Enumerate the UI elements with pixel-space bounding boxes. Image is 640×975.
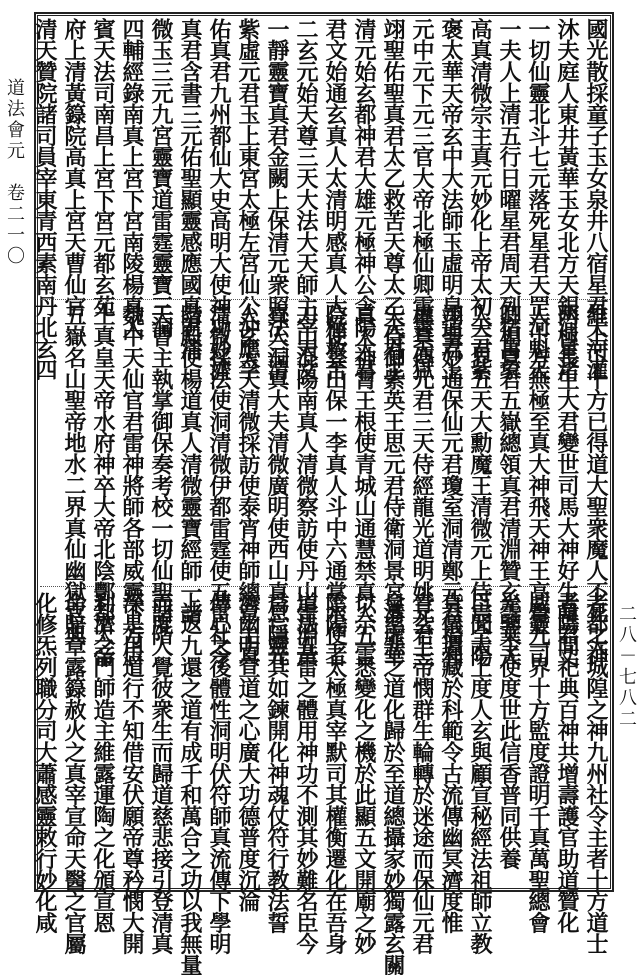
text-column: 魏中天仙官君雷神將師各部威靈下方后 [119, 304, 145, 667]
text-column: 紫虛元君玉上東宮太極左宮仙公沖應孚 [235, 18, 261, 381]
text-column: 人十方無極至真大神飛天神王高覽九司 [525, 304, 551, 667]
text-column: 以示一悉變化之機於此顯五文開廟之妙 [351, 592, 377, 955]
text-column: 清元始玄都神君大雄元極神公含陽大君 [351, 18, 377, 381]
page-number: 二八－七八二 [616, 604, 637, 730]
text-column: 清天贊院諸司員宰東青西素南丹北玄四 [32, 18, 58, 381]
panel-divider [40, 586, 610, 587]
text-column: 佑真君九州都仙大史高明大使神功妙濟 [206, 18, 232, 381]
text-column: 人玄大天清微採訪使泰宵神師總章上真 [235, 304, 261, 667]
text-column: 深是用道行不知借安伏願帝尊矜憫大開 [119, 592, 145, 955]
text-column: 真人神霄王根使青城山通慧禁真人五雷 [351, 304, 377, 667]
text-panel-bottom [32, 592, 610, 975]
panel-divider [40, 299, 610, 300]
text-column: 翊聖妙通保仙元君瓊室洞清鄭元君福利 [438, 304, 464, 667]
text-column: 四輔經錄南真上宮下宮南陵楊真人 [119, 18, 145, 338]
text-column: 一切仙靈北斗七元落死星君天罡河魁天 [525, 18, 551, 381]
text-column: 維上下十方已得道大聖衆魔人不死之神 [583, 304, 609, 667]
text-column: 者陽間祀典百神共增壽護官助道贊化 [554, 592, 580, 933]
text-column: 傳心之後體性洞明伏符師真流傳下學明 [206, 592, 232, 955]
text-column: 國光散採童子玉女泉井八宿星君天河灌 [583, 18, 609, 381]
text-column: 上返九還之道有成千和萬合之功以我無量 [177, 592, 203, 975]
text-column: 刀山混陽南真人清微察訪使丹山雷淵黃 [293, 304, 319, 667]
text-column: 而度人覺彼衆生而歸道慈悲接引登清真 [148, 592, 174, 955]
text-column: 二玄元始天尊三天大法大天師主宰天文 [293, 18, 319, 381]
text-column: 微玉三元九宮靈寶道雷霆靈寶三洞 [148, 18, 174, 338]
text-column: 威靈一界十方監度證明千真萬聖總會 [525, 592, 551, 933]
text-column: 者都大城隍之神九州社令主者十方道士 [583, 592, 609, 955]
text-column: 两極長生大君變世司馬大神好生韓君丈 [554, 304, 580, 667]
text-column: 天曹主執掌御保奏考校一切仙聖諸階 [148, 304, 174, 645]
text-column: 臣聞太上度人玄與顧宣秘經法祖師立教 [467, 592, 493, 955]
text-column: 一夫人上清五行日曜星君周天列宿萬象 [496, 18, 522, 381]
left-margin [0, 0, 28, 909]
text-column: 土真皇天帝水府神卒大帝北陰酆都大帝 [90, 304, 116, 667]
text-columns-bottom [30, 592, 610, 975]
text-column: 權真傳元君三天侍經龍光道明姚元君三 [409, 304, 435, 667]
text-column: 五嶽名山聖帝地水二界真仙幽獄官典 [61, 304, 87, 645]
text-column: 天侍御紫英王思元君侍衛洞景宮清虛華 [380, 304, 406, 667]
text-column: 真儀遺藏於科範令古流傳幽冥濟度惟 [438, 592, 464, 933]
text-column: 青玄上帝憫群生輪轉於迷途而保仙元君 [409, 592, 435, 955]
text-column: 濟幽明宣道之心廣大功德普度沉淪 [235, 592, 261, 912]
text-column: 道法五雷之體用神功不測其妙難名臣今 [293, 592, 319, 955]
text-column: 陰陽一太極真宰默司其權衡遷化在吾身 [322, 592, 348, 955]
text-column: 君文始通玄真人太清明感真人大極救苦 [322, 18, 348, 381]
text-column: 階殿使楊道真人清微靈寶經師一諸 [177, 304, 203, 624]
text-column: 院使雲山保一李真人斗中六通掌水使者 [322, 304, 348, 667]
text-column: 元中元下元三官大帝北極仙卿雷霆天獄 [409, 18, 435, 381]
text-column: 光鑒令使度世此信香普同供養 [496, 592, 522, 869]
text-column: 卿相真君五嶽總領真君清淵贊玄雲華夫 [496, 304, 522, 667]
right-margin [612, 0, 640, 909]
text-panel-top [32, 18, 610, 381]
text-column: 府上清黃籙院高真上宮天曹仙官 [61, 18, 87, 317]
text-column: 真人洞真大夫清微廣明使西山真息隱元 [264, 304, 290, 667]
text-column: 化修炁列職分司大蕭感靈敕行妙化咸 [32, 592, 58, 933]
text-column: 沐夫庭人東井黃華玉女北方天銀河星渚 [554, 18, 580, 381]
text-column: 一靜靈寶真君金闕上保清元衆照法三清 [264, 18, 290, 381]
text-column: 人三界五天大勳魔王清微元上侍宸全陽 [467, 304, 493, 667]
text-column: 清微採法使洞清微伊都雷霆使五雷社令 [206, 304, 232, 667]
book-title: 道法會元 卷二一〇 [4, 78, 25, 267]
text-column: 翊聖佑聖真君太乙救苦天尊太乙天君主 [380, 18, 406, 381]
text-column: 真君含書三元佑聖顯靈感應國真君清 [177, 18, 203, 359]
text-columns-middle [59, 304, 610, 667]
text-column: 命賠章露籙赦火之真宰宣命天醫之官屬 [61, 592, 87, 955]
text-column: 爲亡靈其如鍊開化神魂仗符行教法誓 [264, 592, 290, 933]
text-column: 賓天法司南昌上宮下宮元都玄苑 [90, 18, 116, 317]
text-column: 高真清微宗主真元妙化上帝太初天君紫 [467, 18, 493, 381]
text-column: 利濟之門師造主維露運陶之化頒宣恩 [90, 592, 116, 933]
text-column: 會慈悲之道化歸於至道總攝家妙獨露玄關 [380, 592, 406, 975]
text-column: 褒太華天帝玄中大法師玉虛明皇道君上 [438, 18, 464, 381]
text-columns-top [30, 18, 610, 381]
text-panel-middle [40, 304, 610, 667]
